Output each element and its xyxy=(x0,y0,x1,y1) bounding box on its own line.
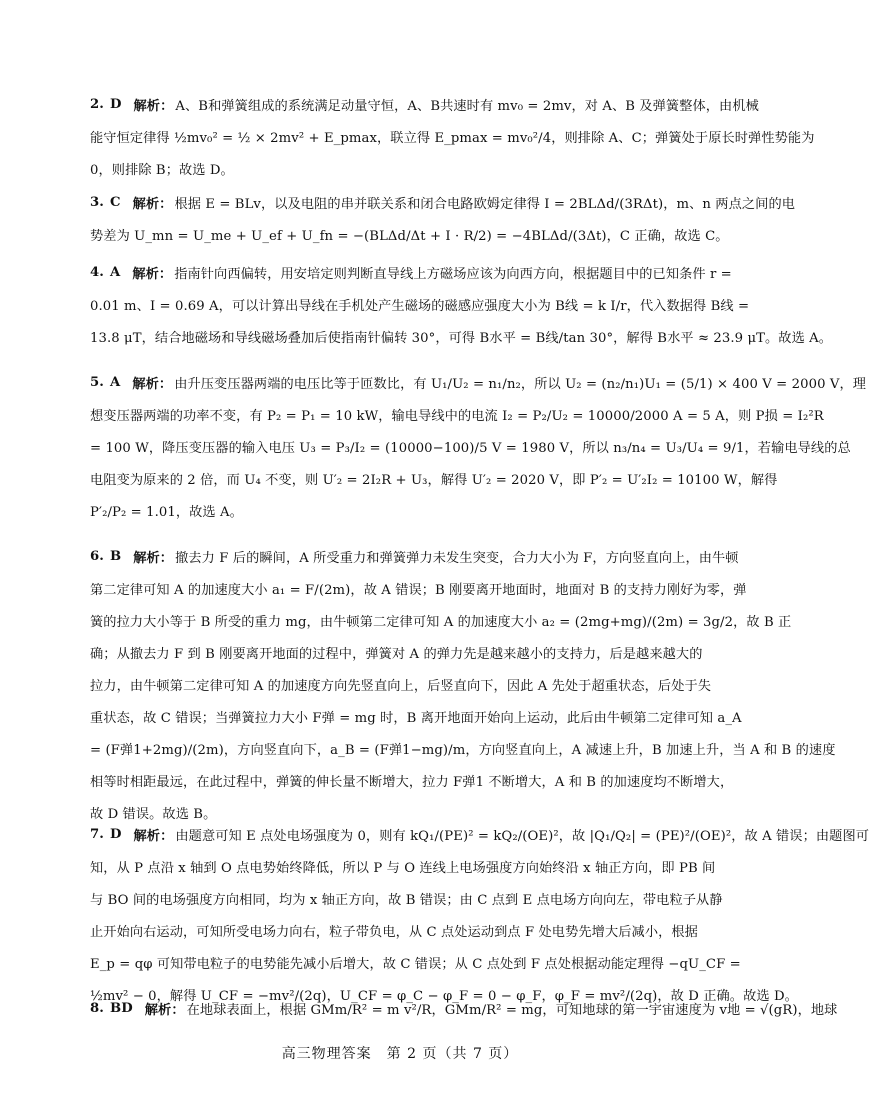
line-text: 0.01 m、I = 0.69 A，可以计算出导线在手机处产生磁场的磁感应强度大小为 B线 = k I/r，代入数据得 B线 = xyxy=(90,298,750,314)
answer-choice: C xyxy=(109,194,121,210)
line-text: 指南针向西偏转，用安培定则判断直导线上方磁场应该为向西方向，根据题目中的已知条件 r = xyxy=(174,266,732,282)
line-text: 在地球表面上，根据 GMm/R² = m v²/R，GMm/R² = mg，可知地球的第一宇宙速度为 v地 = √(gR)，地球 xyxy=(186,1002,838,1018)
analysis-keyword: 解析： xyxy=(133,98,174,114)
text-line xyxy=(90,882,722,914)
text-line xyxy=(90,320,833,352)
text-line xyxy=(90,462,778,494)
text-line xyxy=(90,946,741,978)
problem-number: 3. xyxy=(90,194,104,210)
line-text: 拉力，由牛顿第二定律可知 A 的加速度方向先竖直向上，后竖直向下，因此 A 先处于超重状态，后处于失 xyxy=(90,678,712,694)
problem-number: 8. xyxy=(90,1000,104,1016)
text-line xyxy=(90,494,722,526)
analysis-keyword: 解析： xyxy=(133,828,174,844)
line-text: 撤去力 F 后的瞬间，A 所受重力和弹簧弹力未发生突变，合力大小为 F，方向竖直向上，由牛顿 xyxy=(175,550,739,566)
text-line xyxy=(90,914,722,946)
line-text: 第二定律可知 A 的加速度大小 a₁ = F/(2m)，故 A 错误；B 刚要离开地面时，地面对 B 的支持力刚好为零，弹 xyxy=(90,582,747,598)
text-line xyxy=(90,572,747,604)
line-text: P′₂/P₂ = 1.01，故选 A。 xyxy=(90,504,243,520)
line-text: E_p = qφ 可知带电粒子的电势能先减小后增大，故 C 错误；从 C 点处到 F 点处根据动能定理得 −qU_CF = xyxy=(90,956,741,972)
text-line xyxy=(90,732,836,764)
text-line xyxy=(90,152,722,184)
line-text: 电阻变为原来的 2 倍，而 U₄ 不变，则 U′₂ = 2I₂R + U₃，解得 U′₂ = 2020 V，即 P′₂ = U′₂I₂ = 10100 W，解得 xyxy=(90,472,778,488)
text-line xyxy=(90,398,824,430)
answer-choice: B xyxy=(109,548,122,564)
analysis-keyword: 解析： xyxy=(132,376,173,392)
line-text: 能守恒定律得 ½mv₀² = ½ × 2mv² + E_pmax，联立得 E_pmax = mv₀²/4，则排除 A、C；弹簧处于原长时弹性势能为 xyxy=(90,130,815,146)
problem-number: 6. xyxy=(90,548,104,564)
line-text: 想变压器两端的功率不变，有 P₂ = P₁ = 10 kW，输电导线中的电流 I₂ = P₂/U₂ = 10000/2000 A = 5 A，则 P损 = I₂²R xyxy=(90,408,824,424)
text-line xyxy=(90,818,869,850)
line-text: 重状态，故 C 错误；当弹簧拉力大小 F弹 = mg 时，B 离开地面开始向上运动，此后由牛顿第二定律可知 a_A xyxy=(90,710,742,726)
text-line xyxy=(90,604,792,636)
text-line xyxy=(90,88,759,120)
text-line xyxy=(90,218,729,250)
text-line xyxy=(90,366,867,398)
line-text: 13.8 μT，结合地磁场和导线磁场叠加后使指南针偏转 30°，可得 B水平 = B线/tan 30°，解得 B水平 ≈ 23.9 μT。故选 A。 xyxy=(90,330,833,346)
analysis-keyword: 解析： xyxy=(132,196,173,212)
problem-number: 5. xyxy=(90,374,104,390)
text-line xyxy=(90,636,722,668)
text-line xyxy=(90,668,722,700)
analysis-keyword: 解析： xyxy=(144,1002,185,1018)
line-text: = (F弹1+2mg)/(2m)，方向竖直向下，a_B = (F弹1−mg)/m，方向竖直向上，A 减速上升，B 加速上升，当 A 和 B 的速度 xyxy=(90,742,836,758)
answer-choice: A xyxy=(109,374,121,390)
text-line xyxy=(90,430,851,462)
problem-1 xyxy=(90,88,815,184)
problem-5 xyxy=(90,540,836,828)
page-footer: 高三物理答案 第 2 页（共 7 页） xyxy=(281,1046,519,1062)
problem-7 xyxy=(90,992,838,1024)
text-line xyxy=(90,256,732,288)
text-line xyxy=(90,850,722,882)
text-line xyxy=(90,700,742,732)
answer-choice: D xyxy=(109,96,122,112)
line-text: 势差为 U_mn = U_me + U_ef + U_fn = −(BLΔd/Δt + I · R/2) = −4BLΔd/(3Δt)，C 正确，故选 C。 xyxy=(90,228,729,244)
line-text: 由题意可知 E 点处电场强度为 0，则有 kQ₁/(PE)² = kQ₂/(OE)²，故 |Q₁/Q₂| = (PE)²/(OE)²，故 A 错误；由题图可 xyxy=(175,828,869,844)
line-text: 确；从撤去力 F 到 B 刚要离开地面的过程中，弹簧对 A 的弹力先是越来越小的支持力，后是越来越大的 xyxy=(90,646,703,662)
answer-choice: BD xyxy=(109,1000,133,1016)
line-text: 由升压变压器两端的电压比等于匝数比，有 U₁/U₂ = n₁/n₂，所以 U₂ = (n₂/n₁)U₁ = (5/1) × 400 V = 2000 V，理 xyxy=(174,376,867,392)
line-text: 根据 E = BLv，以及电阻的串并联关系和闭合电路欧姆定律得 I = 2BLΔd/(3RΔt)，m、n 两点之间的电 xyxy=(174,196,796,212)
text-line xyxy=(90,764,734,796)
text-line xyxy=(90,992,838,1024)
line-text: 故 D 错误。故选 B。 xyxy=(90,806,217,822)
line-text: 簧的拉力大小等于 B 所受的重力 mg，由牛顿第二定律可知 A 的加速度大小 a₂ = (2mg+mg)/(2m) = 3g/2，故 B 正 xyxy=(90,614,792,630)
line-text: 0，则排除 B；故选 D。 xyxy=(90,162,234,178)
text-line xyxy=(90,186,796,218)
line-text: = 100 W，降压变压器的输入电压 U₃ = P₃/I₂ = (10000−100)/5 V = 1980 V，所以 n₃/n₄ = U₃/U₄ = 9/1，若输电导线的总 xyxy=(90,440,851,456)
problem-number: 4. xyxy=(90,264,104,280)
line-text: A、B和弹簧组成的系统满足动量守恒，A、B共速时有 mv₀ = 2mv，对 A、B 及弹簧整体，由机械 xyxy=(175,98,759,114)
line-text: 知，从 P 点沿 x 轴到 O 点电势始终降低，所以 P 与 O 连线上电场强度方向始终沿 x 轴正方向，即 PB 间 xyxy=(90,860,716,876)
text-line xyxy=(90,540,739,572)
answer-choice: D xyxy=(109,826,122,842)
problem-2 xyxy=(90,186,796,250)
text-line xyxy=(90,288,750,320)
problem-4 xyxy=(90,366,867,526)
analysis-keyword: 解析： xyxy=(133,550,174,566)
problem-3 xyxy=(90,256,833,352)
line-text: 止开始向右运动，可知所受电场力向右，粒子带负电，从 C 点处运动到点 F 处电势先增大后减小，根据 xyxy=(90,924,698,940)
line-text: ½mv² − 0，解得 U_CF = −mv²/(2q)，U_CF = φ_C − φ_F = 0 − φ_F，φ_F = mv²/(2q)，故 D 正确。故选 D。 xyxy=(90,988,798,1004)
answer-choice: A xyxy=(109,264,121,280)
problem-number: 7. xyxy=(90,826,104,842)
line-text: 相等时相距最远，在此过程中，弹簧的伸长量不断增大，拉力 F弹1 不断增大，A 和 B 的加速度均不断增大， xyxy=(90,774,734,790)
text-line xyxy=(90,120,815,152)
analysis-keyword: 解析： xyxy=(132,266,173,282)
problem-number: 2. xyxy=(90,96,104,112)
line-text: 与 BO 间的电场强度方向相同，均为 x 轴正方向，故 B 错误；由 C 点到 E 点电场方向向左，带电粒子从静 xyxy=(90,892,723,908)
